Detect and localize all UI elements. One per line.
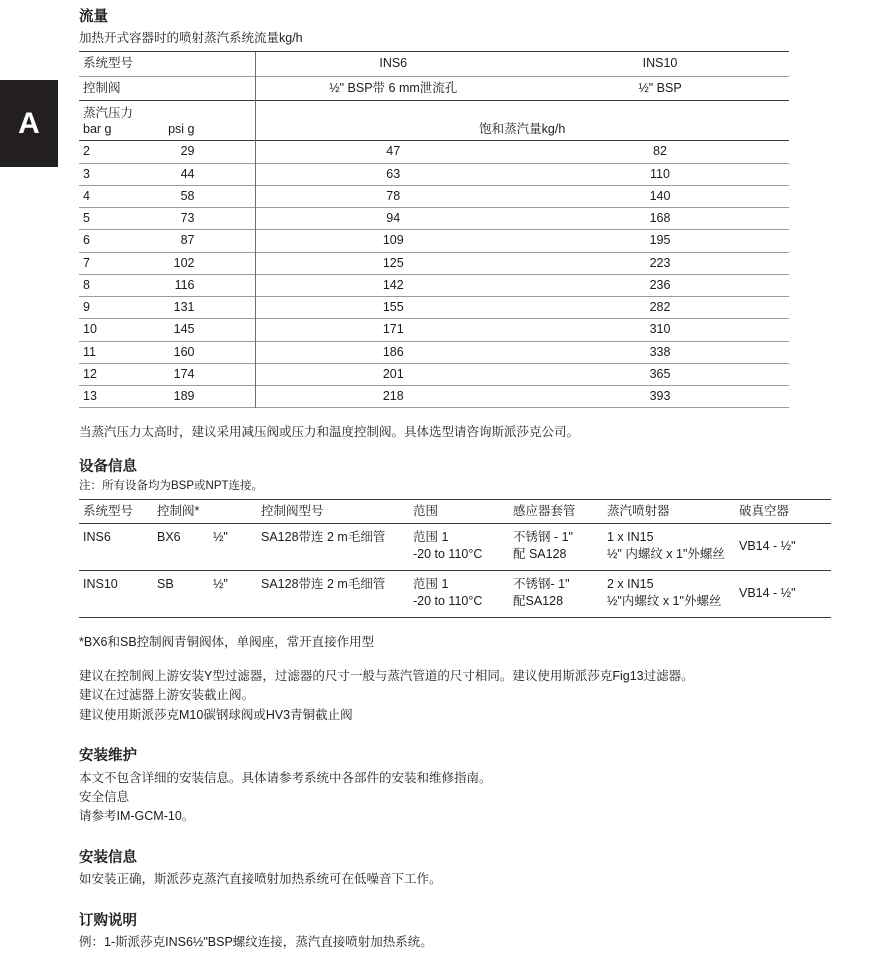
flow-cell-ins6: 125: [255, 252, 531, 274]
equip-cell-size: ½": [209, 524, 257, 571]
flow-cell-psi: 44: [157, 163, 255, 185]
install-info-title: 安装信息: [79, 849, 137, 866]
equip-cell-range-line-2: -20 to 110°C: [413, 547, 483, 562]
equip-cell-range-line-2: -20 to 110°C: [413, 593, 483, 608]
equip-cell-injector: [603, 570, 735, 617]
flow-cell-ins10: 310: [531, 319, 789, 341]
flow-cell-ins10: 223: [531, 252, 789, 274]
install-maintain-line-3: 请参考IM-GCM-10。: [79, 809, 195, 824]
flow-cell-psi: 189: [157, 386, 255, 408]
equip-col-range: 范围: [409, 499, 509, 523]
install-maintain-line-1: 本文不包含详细的安装信息。具体请参考系统中各部件的安装和维修指南。: [79, 770, 492, 785]
table-row-control-valve: [79, 76, 789, 100]
flow-header-valve-ins10: ½" BSP: [531, 76, 789, 100]
equip-cell-valve-type: SA128带连 2 m毛细管: [257, 570, 409, 617]
flow-cell-psi: 87: [157, 230, 255, 252]
equip-cell-range-line-1: 范围 1: [413, 576, 449, 591]
table-row: [79, 341, 789, 363]
flow-cell-ins10: 393: [531, 386, 789, 408]
equip-cell-injector-line-2: ½" 内螺纹 x 1"外螺丝: [607, 547, 725, 562]
flow-cell-bar: 8: [79, 274, 157, 296]
table-row: [79, 141, 789, 163]
recommendation-line-2: 建议在过滤器上游安装截止阀。: [79, 688, 255, 703]
flow-cell-psi: 73: [157, 208, 255, 230]
equip-cell-pocket: [509, 570, 603, 617]
flow-header-ins6: INS6: [255, 52, 531, 76]
flow-cell-psi: 116: [157, 274, 255, 296]
equip-cell-valve: BX6: [153, 524, 209, 571]
table-row: [79, 274, 789, 296]
equip-cell-model: INS6: [79, 524, 153, 571]
flow-cell-ins10: 338: [531, 341, 789, 363]
valve-footnote: *BX6和SB控制阀青铜阀体，单阀座，常开直接作用型: [79, 634, 375, 649]
flow-cell-bar: 2: [79, 141, 157, 163]
section-tab-letter: A: [18, 106, 40, 140]
table-row: [79, 297, 789, 319]
flow-cell-bar: 13: [79, 386, 157, 408]
equip-cell-valve: SB: [153, 570, 209, 617]
flow-header-psi-spacer: [161, 105, 195, 121]
flow-header-psi-label: psi g: [168, 122, 195, 137]
flow-section-subtitle: 加热开式容器时的喷射蒸汽系统流量kg/h: [79, 30, 303, 45]
table-row: [79, 524, 831, 571]
equip-cell-injector-line-2: ½"内螺纹 x 1"外螺丝: [607, 593, 722, 608]
recommendation-line-1: 建议在控制阀上游安装Y型过滤器，过滤器的尺寸一般与蒸汽管道的尺寸相同。建议使用斯派莎克Fig13过滤器。: [79, 669, 694, 684]
flow-cell-ins6: 186: [255, 341, 531, 363]
flow-footnote: 当蒸汽压力太高时，建议采用减压阀或压力和温度控制阀。具体选型请咨询斯派莎克公司。: [79, 425, 580, 440]
flow-cell-bar: 9: [79, 297, 157, 319]
equip-cell-pocket: [509, 524, 603, 571]
flow-cell-ins10: 365: [531, 363, 789, 385]
equip-col-size: [209, 499, 257, 523]
flow-cell-psi: 29: [157, 141, 255, 163]
flow-header-valve-ins6: ½" BSP带 6 mm泄流孔: [255, 76, 531, 100]
equip-col-valve-type: 控制阀型号: [257, 499, 409, 523]
flow-cell-ins6: 171: [255, 319, 531, 341]
flow-cell-ins10: 140: [531, 185, 789, 207]
table-row-model: [79, 52, 789, 76]
recommendation-line-3: 建议使用斯派莎克M10碳钢球阀或HV3青铜截止阀: [79, 707, 353, 722]
table-row-equipment-header: [79, 499, 831, 523]
equip-col-injector: 蒸汽喷射器: [603, 499, 735, 523]
flow-header-bar-label: bar g: [83, 122, 112, 137]
flow-cell-ins6: 78: [255, 185, 531, 207]
equipment-section-title: 设备信息: [79, 458, 137, 475]
flow-cell-ins10: 236: [531, 274, 789, 296]
document-page: [79, 0, 796, 953]
flow-cell-psi: 102: [157, 252, 255, 274]
flow-cell-bar: 4: [79, 185, 157, 207]
flow-header-saturated-label: 饱和蒸汽量kg/h: [255, 100, 789, 141]
flow-section-title: 流量: [79, 9, 108, 25]
flow-cell-bar: 3: [79, 163, 157, 185]
equip-cell-vacuum: VB14 - ½": [735, 570, 831, 617]
equip-cell-pocket-line-1: 不锈钢- 1": [513, 576, 570, 591]
flow-cell-psi: 145: [157, 319, 255, 341]
flow-cell-bar: 6: [79, 230, 157, 252]
flow-cell-ins6: 94: [255, 208, 531, 230]
equip-cell-range: [409, 524, 509, 571]
equip-col-model: 系统型号: [79, 499, 153, 523]
equip-cell-pocket-line-1: 不锈钢 - 1": [513, 530, 573, 545]
equip-cell-model: INS10: [79, 570, 153, 617]
table-row: [79, 208, 789, 230]
flow-header-valve-spacer: [157, 76, 255, 100]
flow-cell-ins6: 109: [255, 230, 531, 252]
flow-cell-ins10: 110: [531, 163, 789, 185]
equip-cell-vacuum: VB14 - ½": [735, 524, 831, 571]
flow-cell-bar: 11: [79, 341, 157, 363]
flow-cell-ins6: 142: [255, 274, 531, 296]
flow-cell-psi: 160: [157, 341, 255, 363]
flow-cell-psi: 174: [157, 363, 255, 385]
equip-col-vacuum: 破真空器: [735, 499, 831, 523]
install-info-line-1: 如安装正确，斯派莎克蒸汽直接喷射加热系统可在低噪音下工作。: [79, 872, 442, 887]
flow-cell-bar: 5: [79, 208, 157, 230]
flow-cell-psi: 58: [157, 185, 255, 207]
table-row: [79, 230, 789, 252]
flow-rate-table: [79, 51, 789, 408]
equip-col-valve: 控制阀*: [153, 499, 209, 523]
flow-cell-psi: 131: [157, 297, 255, 319]
ordering-line-1: 例：1-斯派莎克INS6½"BSP螺纹连接，蒸汽直接喷射加热系统。: [79, 935, 433, 950]
ordering-title: 订购说明: [79, 912, 137, 929]
equip-cell-size: ½": [209, 570, 257, 617]
table-row: [79, 363, 789, 385]
flow-cell-bar: 12: [79, 363, 157, 385]
equip-cell-injector-line-1: 2 x IN15: [607, 576, 654, 591]
flow-header-ins10: INS10: [531, 52, 789, 76]
flow-header-valve-label: 控制阀: [79, 76, 157, 100]
install-maintain-title: 安装维护: [79, 748, 137, 765]
section-tab-a: [0, 80, 58, 167]
equip-cell-pocket-line-2: 配 SA128: [513, 547, 567, 562]
flow-cell-ins6: 201: [255, 363, 531, 385]
flow-cell-ins10: 82: [531, 141, 789, 163]
flow-cell-ins10: 282: [531, 297, 789, 319]
equip-cell-pocket-line-2: 配SA128: [513, 593, 564, 608]
flow-cell-ins6: 218: [255, 386, 531, 408]
flow-cell-ins6: 63: [255, 163, 531, 185]
flow-cell-ins6: 47: [255, 141, 531, 163]
equipment-table: [79, 499, 831, 618]
table-row: [79, 319, 789, 341]
table-row-pressure-header: [79, 100, 789, 141]
equip-cell-valve-type: SA128带连 2 m毛细管: [257, 524, 409, 571]
equip-col-pocket: 感应器套管: [509, 499, 603, 523]
flow-header-pressure: [79, 100, 157, 141]
flow-cell-ins10: 168: [531, 208, 789, 230]
flow-cell-ins10: 195: [531, 230, 789, 252]
flow-cell-bar: 7: [79, 252, 157, 274]
table-row: [79, 185, 789, 207]
table-row: [79, 570, 831, 617]
equip-cell-injector-line-1: 1 x IN15: [607, 530, 654, 545]
equip-cell-range: [409, 570, 509, 617]
table-row: [79, 252, 789, 274]
flow-cell-bar: 10: [79, 319, 157, 341]
equipment-table-body: [79, 524, 831, 618]
equip-cell-range-line-1: 范围 1: [413, 530, 449, 545]
flow-header-psi: [157, 100, 255, 141]
install-maintain-line-2: 安全信息: [79, 790, 130, 805]
flow-header-pressure-label: 蒸汽压力: [83, 105, 134, 120]
equipment-section-note: 注：所有设备均为BSP或NPT连接。: [79, 480, 264, 493]
equip-cell-injector: [603, 524, 735, 571]
table-row: [79, 163, 789, 185]
table-row: [79, 386, 789, 408]
flow-table-body: [79, 141, 789, 409]
flow-cell-ins6: 155: [255, 297, 531, 319]
flow-header-model-label: 系统型号: [79, 52, 157, 76]
flow-header-model-spacer: [157, 52, 255, 76]
